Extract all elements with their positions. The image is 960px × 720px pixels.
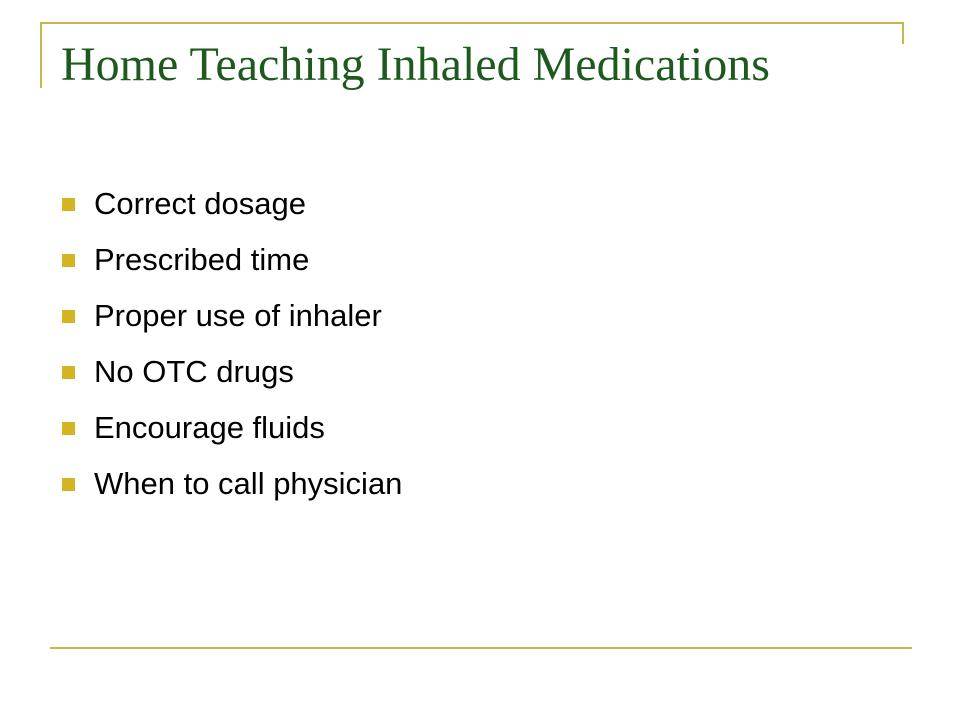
square-bullet-icon	[62, 254, 75, 267]
bullet-item-correct-dosage	[62, 176, 402, 232]
bullet-text: No OTC drugs	[94, 354, 294, 389]
bottom-accent-rule	[50, 647, 912, 649]
bullet-item-no-otc	[62, 344, 402, 400]
square-bullet-icon	[62, 478, 75, 491]
bullet-item-proper-use	[62, 288, 402, 344]
bullet-text: Proper use of inhaler	[94, 298, 382, 333]
top-accent-rule	[40, 22, 904, 24]
square-bullet-icon	[62, 422, 75, 435]
bullet-text: Prescribed time	[94, 242, 310, 277]
slide-title: Home Teaching Inhaled Medications	[61, 38, 770, 91]
bullet-text: Encourage fluids	[94, 410, 325, 445]
left-accent-rule	[40, 22, 42, 88]
bullet-item-prescribed-time	[62, 232, 402, 288]
bullet-item-encourage-fluids	[62, 400, 402, 456]
bullet-text: Correct dosage	[94, 186, 306, 221]
square-bullet-icon	[62, 366, 75, 379]
square-bullet-icon	[62, 310, 75, 323]
square-bullet-icon	[62, 198, 75, 211]
bullet-list	[62, 176, 402, 512]
right-accent-rule	[902, 22, 904, 44]
bullet-text: When to call physician	[94, 466, 403, 501]
bullet-item-call-physician	[62, 456, 402, 512]
